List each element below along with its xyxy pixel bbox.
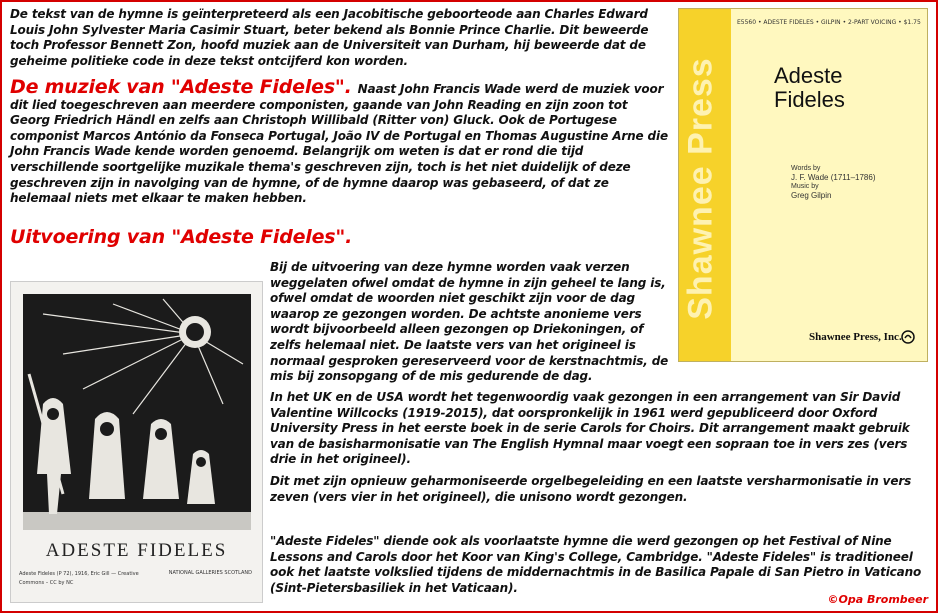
cover-title: Adeste Fideles	[774, 63, 845, 112]
woodcut-footnote: Adeste Fideles (P 72), 1916, Eric Gill — Creative Commons – CC by NC	[19, 571, 139, 586]
paragraph-performance: Bij de uitvoering van deze hymne worden vaak verzen weggelaten ofwel omdat de hymne in zijn geheel te lang is, ofwel omdat de woorden niet geschikt zijn voor de dag waarop ze gezongen worden. De achtste anonieme vers wordt bijvoorbeeld alleen gezongen op Driekoningen, of zelfs helemaal niet. De laatste vers van het origineel is normaal gesproken gereserveerd voor de kerstnachtmis, de mis bij zonsopgang of de mis gedurende de dag.	[270, 260, 669, 384]
paragraph-arrangement: In het UK en de USA wordt het tegenwoordig vaak gezongen in een arrangement van Sir David Valentine Willcocks (1919-2015), dat oorspronkelijk in 1961 werd gepubliceerd door Oxford University Press in het eerste boek in de serie Carols for Choirs. Dit arrangement maakt gebruik van de basisharmonisatie van The English Hymnal maar voegt een sopraan toe in vers zes (vers drie in het origineel).	[270, 390, 910, 467]
section-performance-heading	[10, 226, 675, 248]
woodcut-art	[23, 294, 251, 530]
shawnee-cover-image	[678, 8, 928, 362]
cover-composer: Greg Gilpin	[791, 191, 832, 200]
heading-performance: Uitvoering van "Adeste Fideles".	[10, 226, 353, 248]
woodcut-gallery-logo: NATIONAL GALLERIES SCOTLAND	[168, 570, 252, 576]
cover-publisher: Shawnee Press, Inc.	[809, 331, 902, 343]
cover-music-by: Music by	[791, 183, 819, 190]
cover-topline: E5560 • ADESTE FIDELES • GILPIN • 2-PART VOICING • $1.75	[737, 19, 921, 26]
cover-author: J. F. Wade (1711–1786)	[791, 173, 876, 182]
cover-words-by: Words by	[791, 165, 821, 172]
cover-vertical-text: Shawnee Press	[681, 57, 720, 320]
woodcut-image	[10, 281, 263, 603]
section-music	[10, 76, 670, 207]
heading-music: De muziek van "Adeste Fideles".	[10, 76, 352, 98]
paragraph-intro: De tekst van de hymne is geïnterpreteerd als een Jacobitische geboorteode aan Charles Edward Louis John Sylvester Maria Casimir Stuart, beter bekend als Bonnie Prince Charlie. Dit beweerde toch Professor Bennett Zon, hoofd muziek aan de Universiteit van Durham, hij beweerde dat de geheime politieke code in deze tekst ontcijferd kon worden.	[10, 7, 649, 68]
cover-credits	[791, 164, 876, 200]
paragraph-music: Naast John Francis Wade werd de muziek voor dit lied toegeschreven aan meerdere componisten, gaande van John Reading en zijn zoon tot Georg Friedrich Händl en zelfs aan Christoph Willibald (Ritter von) Gluck. Ook de Portugese componist Marcos António da Fonseca Portugal, João IV de Portugal en Thomas Augustine Arne die John Francis Wade kende worden genoemd. Belangrijk om weten is dat er rond die tijd verschillende soortgelijke muzikale thema's geschreven zijn, toch is het niet duidelijk of deze geschreven zijn in navolging van de hymne, of de hymne daarop was gebaseerd, of dat ze helemaal niets met elkaar te maken hebben.	[10, 82, 668, 206]
copyright: ©Opa Brombeer	[827, 593, 928, 606]
paragraph-organ: Dit met zijn opnieuw geharmoniseerde orgelbegeleiding en een laatste versharmonisatie in vers zeven (vers vier in het origineel), die unisono wordt gezongen.	[270, 474, 912, 504]
woodcut-caption: ADESTE FIDELES	[45, 540, 228, 561]
paragraph-festival: "Adeste Fideles" diende ook als voorlaatste hymne die werd gezongen op het Festival of Nine Lessons and Carols door het Koor van King's College, Cambridge. "Adeste Fideles" is traditioneel ook het laatste volkslied tijdens de middernachtmis in de Basilica Papale di San Pietro in Vaticano (Sint-Pietersbasiliek in het Vaticaan).	[270, 534, 922, 595]
publisher-logo-icon	[901, 330, 915, 344]
